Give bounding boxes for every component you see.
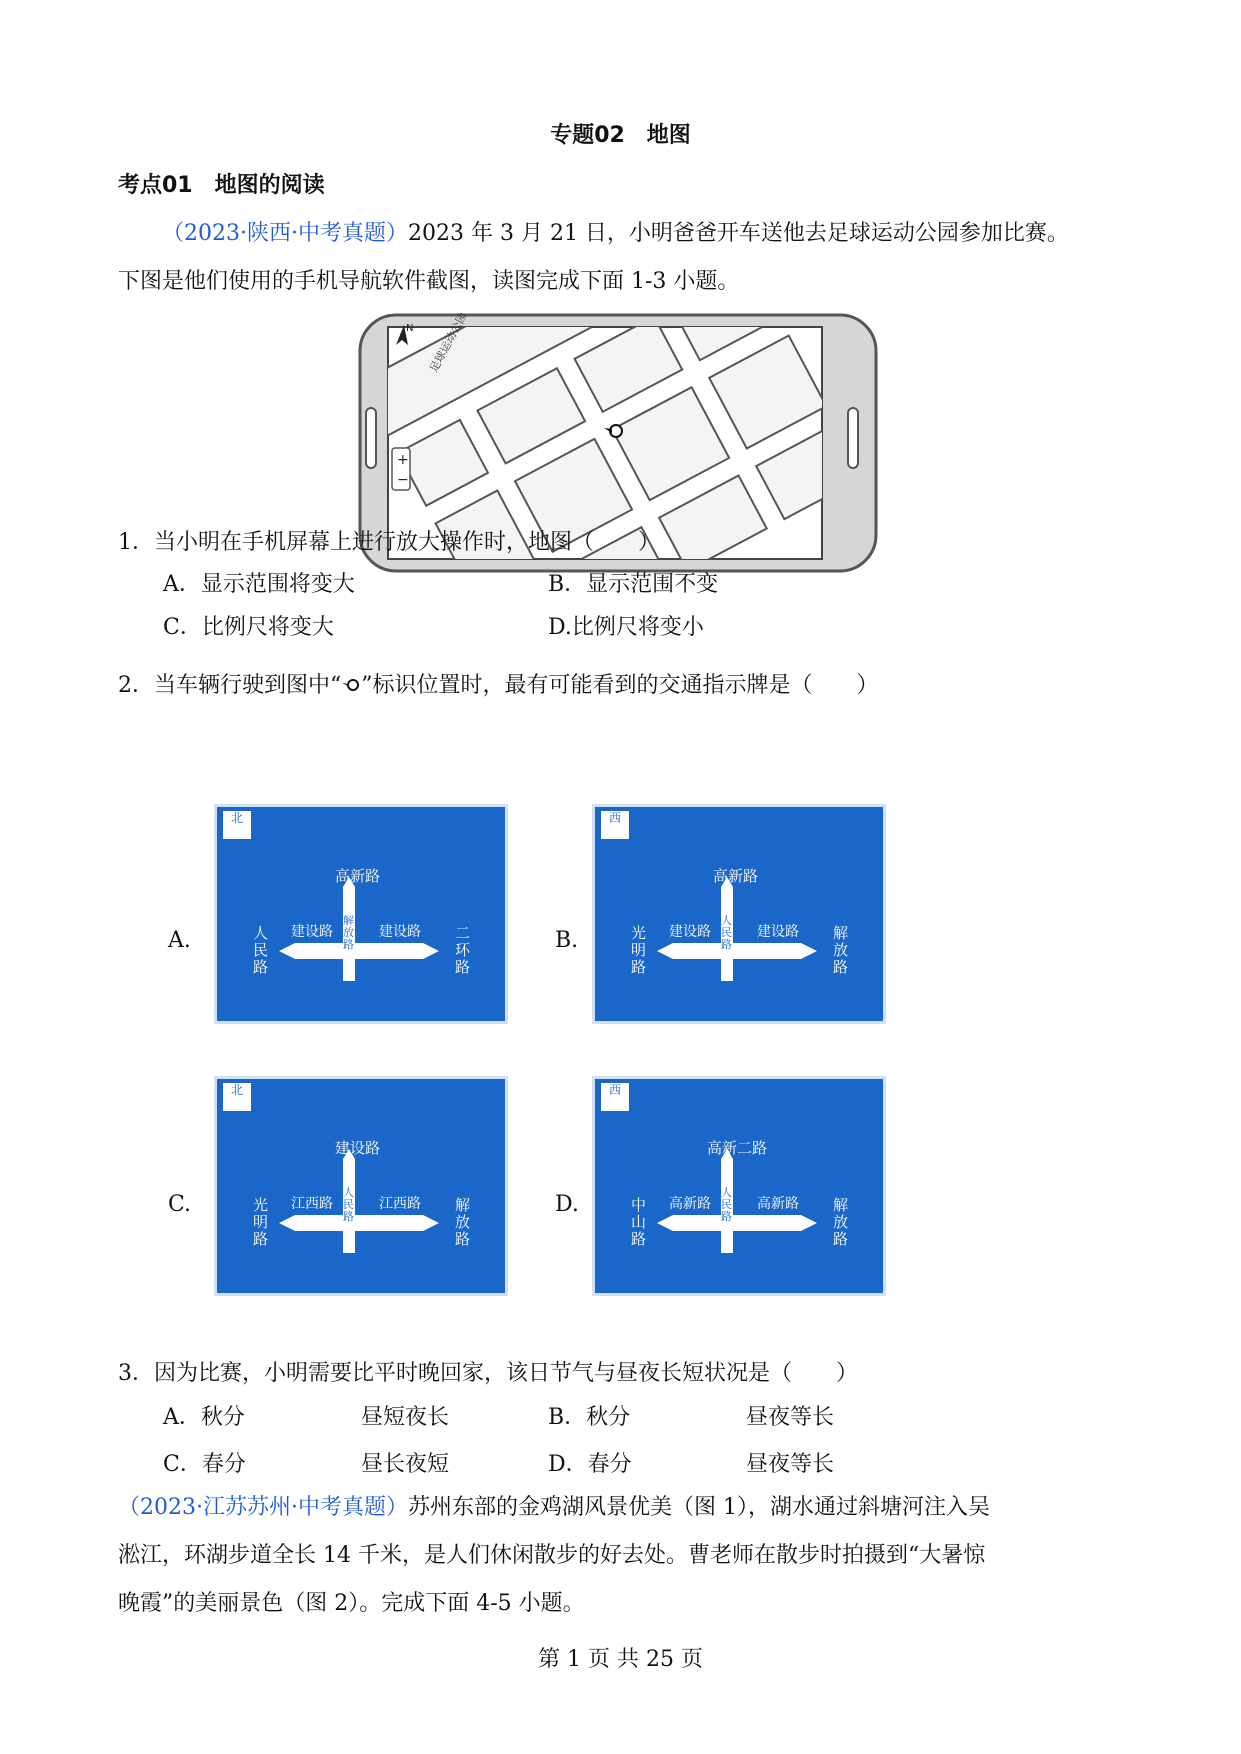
question-2-stem	[118, 668, 879, 699]
intro-text-line: 下图是他们使用的手机导航软件截图，读图完成下面 1-3 小题。	[118, 269, 740, 294]
sign-road-right: 解放路	[833, 924, 849, 976]
sign-road-left: 人民路	[253, 924, 269, 976]
sign-road-east: 江西路	[379, 1196, 421, 1212]
question-1-option-a[interactable]: A．显示范围将变大	[163, 572, 355, 597]
option-daylength: 昼夜等长	[746, 1452, 835, 1477]
question-1-option-b[interactable]: B．显示范围不变	[548, 572, 719, 597]
sign-road-right: 二环路	[455, 924, 471, 976]
sign-road-left: 中山路	[631, 1196, 647, 1248]
traffic-sign-c[interactable]	[214, 1076, 508, 1296]
traffic-sign-b[interactable]	[592, 804, 886, 1024]
zoom-out-icon: −	[397, 472, 409, 488]
sign-road-current: 人民路	[721, 914, 732, 951]
direction-badge: 西	[601, 811, 629, 839]
sign-road-left: 光明路	[631, 924, 647, 976]
vehicle-marker-icon	[341, 674, 361, 699]
traffic-sign-a[interactable]	[214, 804, 508, 1024]
sign-road-ahead: 建设路	[335, 1139, 381, 1157]
sign-road-current: 人民路	[343, 1186, 354, 1223]
option-term: D．春分	[548, 1452, 632, 1477]
question-3-option-c[interactable]	[163, 1447, 450, 1478]
sign-option-c-label[interactable]: C.	[168, 1192, 192, 1217]
park-label: 足球运动公园	[427, 313, 470, 375]
sign-road-west: 建设路	[291, 924, 333, 940]
sign-option-b-label[interactable]: B.	[555, 928, 579, 953]
direction-badge: 北	[223, 1083, 251, 1111]
option-term: A．秋分	[163, 1405, 245, 1430]
sign-road-current: 人民路	[721, 1186, 732, 1223]
option-term: C．春分	[163, 1452, 246, 1477]
sign-road-west: 建设路	[669, 924, 711, 940]
sign-road-east: 高新路	[757, 1196, 799, 1212]
question-3-stem: 3．因为比赛，小明需要比平时晚回家，该日节气与昼夜长短状况是（ ）	[118, 1361, 858, 1386]
option-term: B．秋分	[548, 1405, 631, 1430]
sign-road-left: 光明路	[253, 1196, 269, 1248]
question-3-option-a[interactable]	[163, 1400, 450, 1431]
source-tag: （2023·江苏苏州·中考真题）	[118, 1495, 408, 1520]
sign-road-east: 建设路	[757, 924, 799, 940]
sign-road-ahead: 高新路	[713, 867, 759, 885]
section-heading: 考点01 地图的阅读	[118, 173, 325, 198]
sign-road-west: 高新路	[669, 1196, 711, 1212]
sign-road-east: 建设路	[379, 924, 421, 940]
direction-badge: 北	[223, 811, 251, 839]
intro-text-line: 淞江，环湖步道全长 14 千米，是人们休闲散步的好去处。曹老师在散步时拍摄到“大暑惊	[118, 1543, 986, 1568]
intro-paragraph-2	[118, 1484, 1128, 1628]
traffic-sign-d[interactable]	[592, 1076, 886, 1296]
question-1-stem: 1．当小明在手机屏幕上进行放大操作时，地图（ ）	[118, 530, 660, 555]
question-2-stem-end: ”标识位置时，最有可能看到的交通指示牌是（ ）	[361, 673, 879, 698]
sign-road-west: 江西路	[291, 1196, 333, 1212]
intro-text-line: 晚霞”的美丽景色（图 2）。完成下面 4-5 小题。	[118, 1591, 585, 1616]
sign-road-right: 解放路	[833, 1196, 849, 1248]
north-label: N	[406, 323, 414, 334]
zoom-in-icon: +	[397, 452, 409, 468]
intro-paragraph-1	[118, 210, 1128, 306]
question-2-stem-start: 2．当车辆行驶到图中“	[118, 673, 342, 698]
direction-badge: 西	[601, 1083, 629, 1111]
question-1-option-d[interactable]: D.比例尺将变小	[548, 615, 704, 640]
question-3-option-d[interactable]	[548, 1447, 835, 1478]
intro-text-line: 2023 年 3 月 21 日，小明爸爸开车送他去足球运动公园参加比赛。	[407, 221, 1069, 246]
sign-option-a-label[interactable]: A.	[168, 928, 191, 953]
sign-option-d-label[interactable]: D.	[555, 1192, 579, 1217]
page-title: 专题02 地图	[550, 123, 691, 148]
intro-text-line: 苏州东部的金鸡湖风景优美（图 1），湖水通过斜塘河注入吴	[407, 1495, 990, 1520]
question-3-option-b[interactable]	[548, 1400, 835, 1431]
option-daylength: 昼短夜长	[361, 1405, 450, 1430]
option-daylength: 昼长夜短	[361, 1452, 450, 1477]
source-tag: （2023·陕西·中考真题）	[162, 221, 408, 246]
sign-road-current: 解放路	[343, 914, 354, 951]
question-1-option-c[interactable]: C．比例尺将变大	[163, 615, 334, 640]
option-daylength: 昼夜等长	[746, 1405, 835, 1430]
sign-road-ahead: 高新路	[335, 867, 381, 885]
sign-road-ahead: 高新二路	[707, 1139, 768, 1157]
sign-road-right: 解放路	[455, 1196, 471, 1248]
page-footer: 第 1 页 共 25 页	[538, 1647, 703, 1672]
